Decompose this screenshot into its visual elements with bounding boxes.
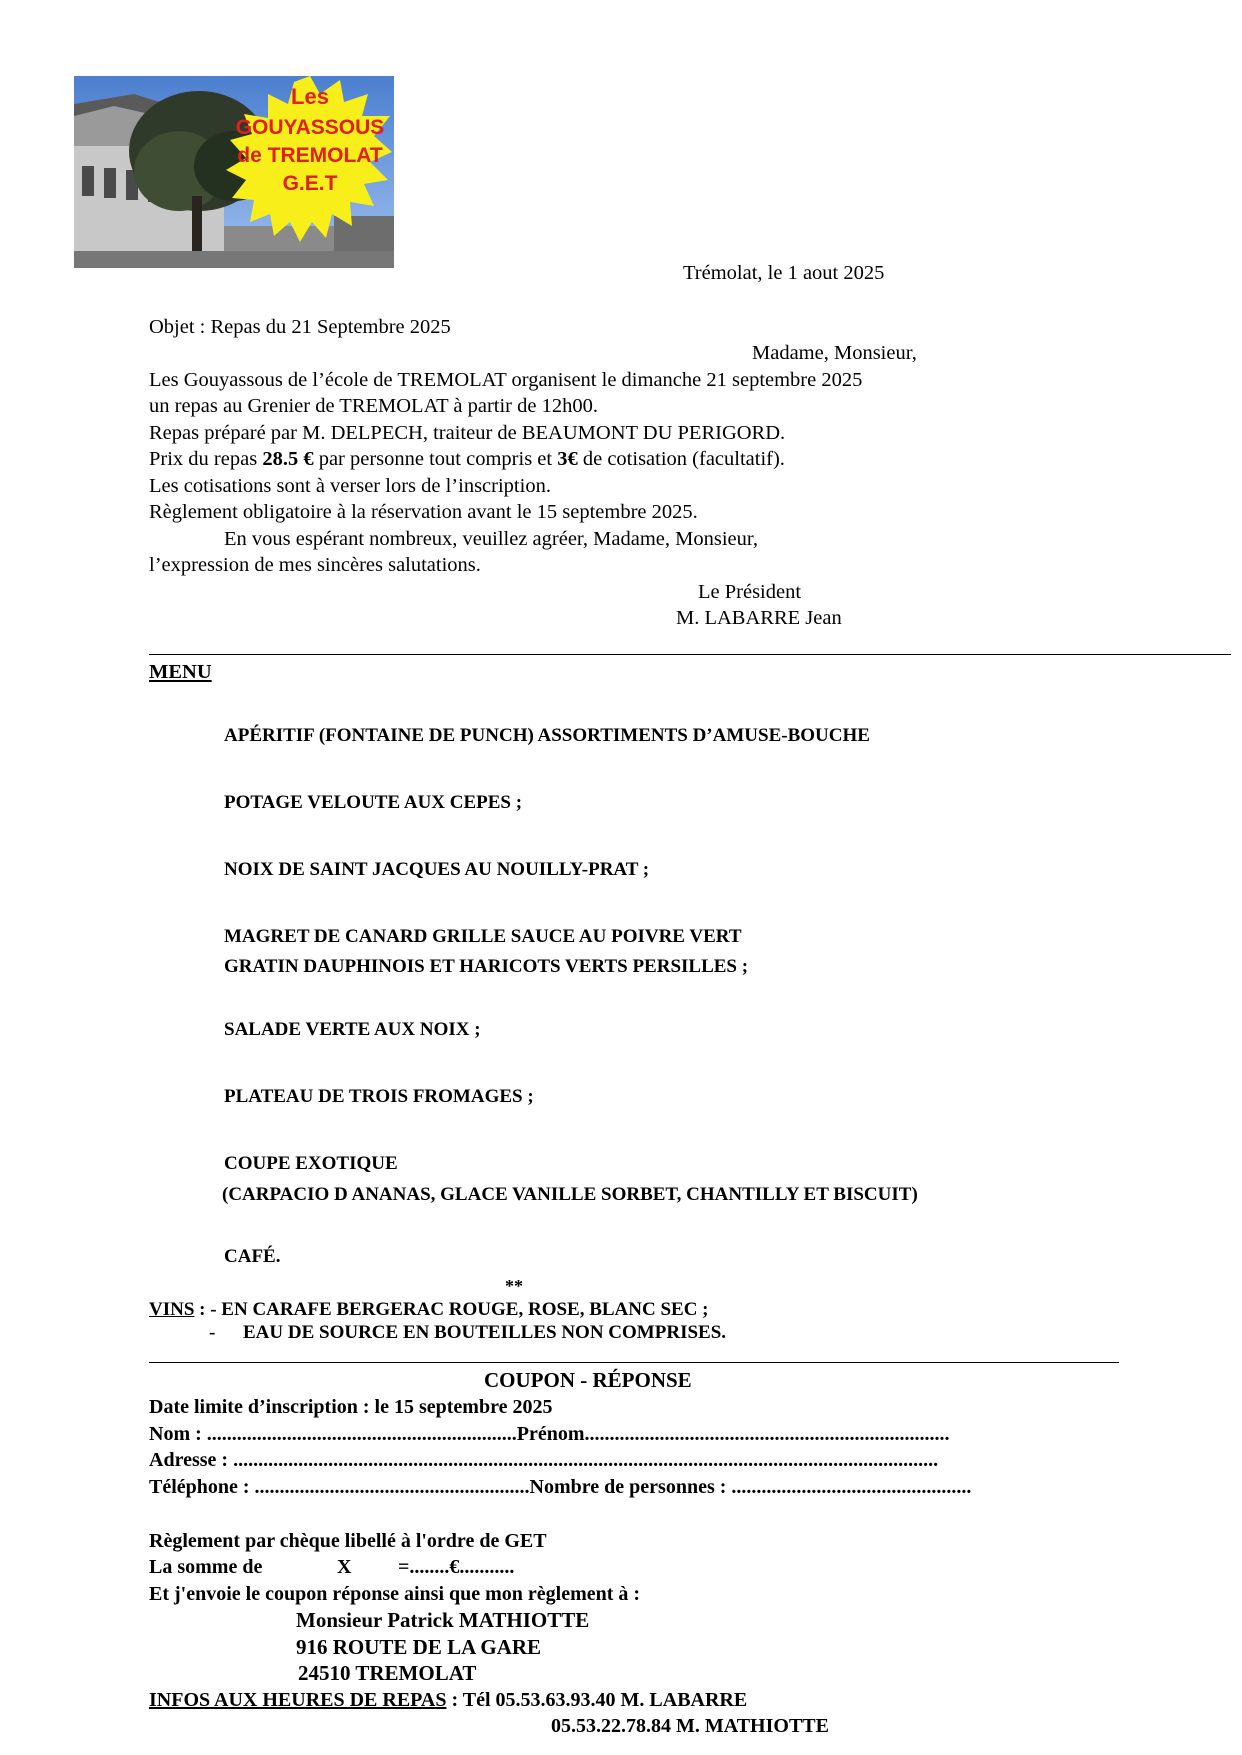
menu-item [186, 726, 870, 745]
coupon-title: COUPON - RÉPONSE [484, 1368, 692, 1392]
price-intro: Prix du repas [149, 448, 263, 470]
coupon-somme-x: X [337, 1556, 352, 1578]
menu-item-text: SALADE VERTE AUX NOIX ; [224, 1019, 481, 1040]
menu-item-text: COUPE EXOTIQUE [224, 1153, 398, 1174]
coupon-telephone-field[interactable]: Téléphone : .......................................................Nombre de personnes : ................................................ [149, 1476, 972, 1498]
menu-item-text: CAFÉ. [224, 1246, 281, 1267]
price-middle: par personne tout compris et [313, 448, 558, 470]
vins-label: VINS [149, 1299, 195, 1320]
menu-item [186, 1154, 398, 1173]
logo-text-les: Les [291, 84, 329, 109]
infos-tel-1: : Tél 05.53.63.93.40 M. LABARRE [446, 1689, 748, 1711]
coupon-deadline: Date limite d’inscription : le 15 septembre 2025 [149, 1396, 553, 1418]
letter-line-2: un repas au Grenier de TREMOLAT à partir de 12h00. [149, 395, 598, 417]
menu-item [186, 793, 522, 812]
menu-heading: MENU [149, 661, 212, 683]
menu-item-subline: (CARPACIO D ANANAS, GLACE VANILLE SORBET, CHANTILLY ET BISCUIT) [222, 1184, 918, 1205]
letter-objet: Objet : Repas du 21 Septembre 2025 [149, 316, 451, 338]
infos-line-1 [149, 1690, 747, 1710]
coupon-somme-field[interactable]: =........€........... [398, 1556, 515, 1578]
divider-coupon [149, 1362, 1119, 1363]
signature-name: M. LABARRE Jean [676, 607, 842, 629]
vins-text: : - EN CARAFE BERGERAC ROUGE, ROSE, BLANC SEC ; [194, 1299, 709, 1320]
logo-text-gouyassous: GOUYASSOUS [235, 116, 385, 139]
coupon-adresse-field[interactable]: Adresse : ............................................................................................................................................. [149, 1449, 939, 1471]
menu-item [186, 1247, 280, 1266]
menu-item-text: NOIX DE SAINT JACQUES AU NOUILLY-PRAT ; [224, 859, 650, 880]
menu-item [186, 860, 649, 879]
menu-separator: ** [505, 1276, 523, 1296]
letter-date: Trémolat, le 1 aout 2025 [683, 262, 885, 284]
divider-top [149, 654, 1231, 655]
coupon-envoi: Et j'envoie le coupon réponse ainsi que mon règlement à : [149, 1583, 641, 1605]
coupon-somme-label: La somme de [149, 1556, 263, 1578]
menu-item-text: PLATEAU DE TROIS FROMAGES ; [224, 1086, 534, 1107]
letter-line-7: En vous espérant nombreux, veuillez agréer, Madame, Monsieur, [224, 528, 759, 550]
letter-line-8: l’expression de mes sincères salutations. [149, 554, 481, 576]
coupon-reglement: Règlement par chèque libellé à l'ordre de GET [149, 1530, 547, 1552]
menu-item-text: APÉRITIF (FONTAINE DE PUNCH) ASSORTIMENTS D’AMUSE-BOUCHE [224, 725, 870, 746]
cotisation-amount: 3€ [557, 448, 578, 470]
meal-price: 28.5 € [262, 448, 314, 470]
signature-title: Le Président [698, 581, 802, 603]
menu-item-text: POTAGE VELOUTE AUX CEPES ; [224, 792, 523, 813]
logo-text-tremolat: de TREMOLAT [237, 144, 383, 167]
logo [74, 76, 394, 268]
address-street: 916 ROUTE DE LA GARE [296, 1635, 542, 1659]
letter-salutation: Madame, Monsieur, [752, 342, 917, 364]
address-city: 24510 TREMOLAT [298, 1661, 477, 1685]
coupon-nom-field[interactable]: Nom : ..............................................................Prénom......................................................................... [149, 1423, 950, 1445]
menu-item-text: MAGRET DE CANARD GRILLE SAUCE AU POIVRE VERT [224, 926, 742, 947]
letter-line-3: Repas préparé par M. DELPECH, traiteur de BEAUMONT DU PERIGORD. [149, 422, 786, 444]
infos-tel-2: 05.53.22.78.84 M. MATHIOTTE [551, 1715, 829, 1737]
letter-line-1: Les Gouyassous de l’école de TREMOLAT organisent le dimanche 21 septembre 2025 [149, 369, 863, 391]
price-end: de cotisation (facultatif). [577, 448, 785, 470]
letter-line-4 [149, 449, 785, 470]
infos-label: INFOS AUX HEURES DE REPAS [149, 1689, 447, 1711]
menu-item-subline: GRATIN DAUPHINOIS ET HARICOTS VERTS PERSILLES ; [224, 956, 749, 977]
menu-item [186, 1087, 534, 1106]
vins-dash: - [209, 1322, 216, 1343]
address-name: Monsieur Patrick MATHIOTTE [296, 1608, 590, 1632]
logo-image [74, 76, 394, 268]
vins-line-2: EAU DE SOURCE EN BOUTEILLES NON COMPRISES. [243, 1322, 727, 1343]
vins-line-1 [149, 1300, 709, 1319]
letter-line-6: Règlement obligatoire à la réservation avant le 15 septembre 2025. [149, 501, 698, 523]
menu-item [186, 1020, 481, 1039]
menu-item [186, 927, 742, 946]
letter-line-5: Les cotisations sont à verser lors de l’inscription. [149, 475, 551, 497]
logo-text-get: G.E.T [282, 172, 338, 195]
